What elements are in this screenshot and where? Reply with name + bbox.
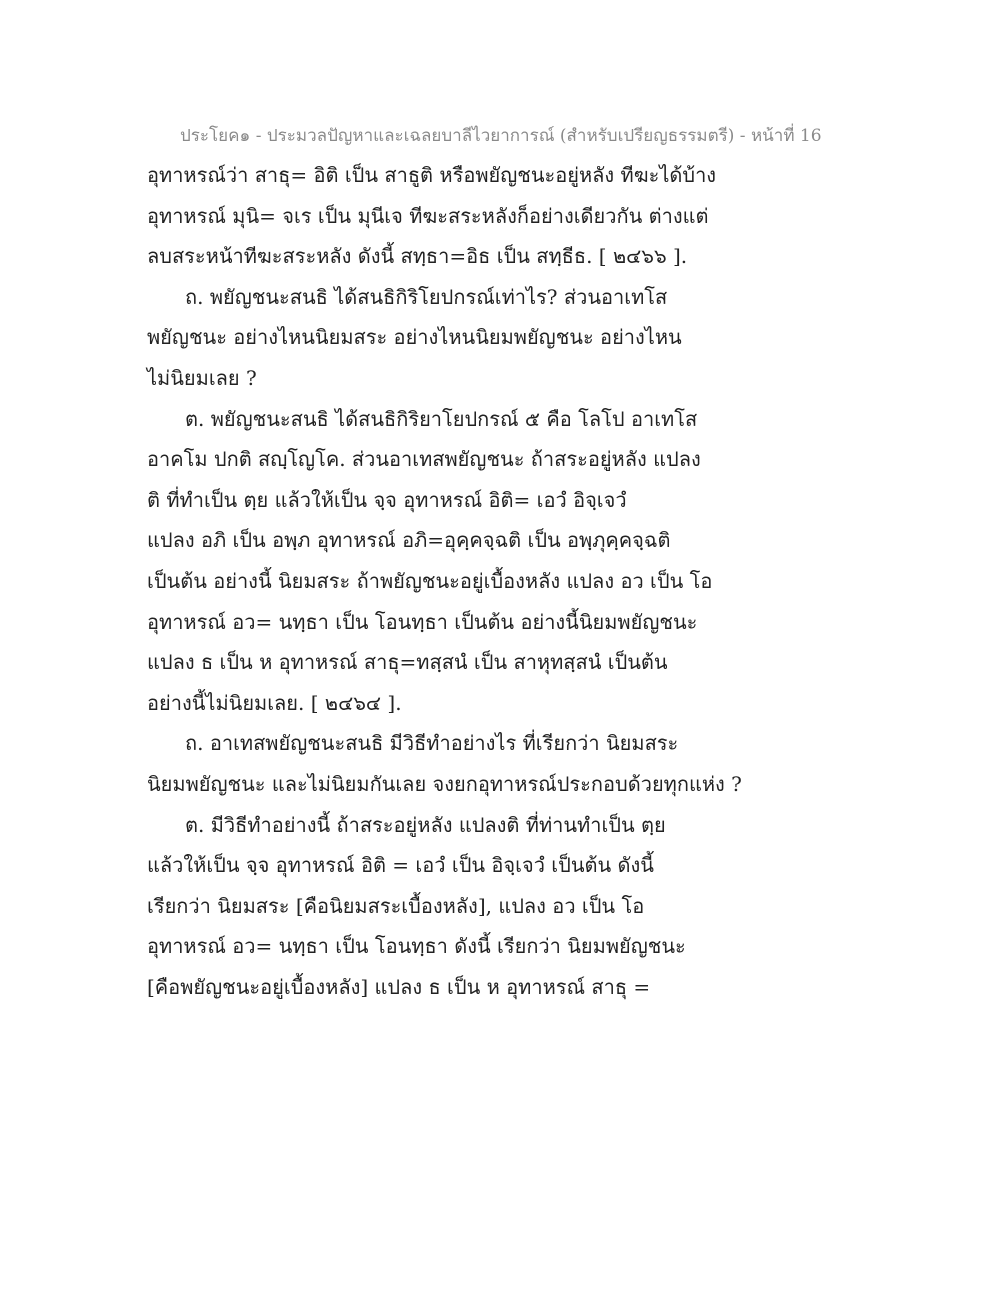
text-line: อาคโม ปกติ สญฺโญโค. ส่วนอาเทสพยัญชนะ ถ้าสระอยู่หลัง แปลง <box>147 447 701 472</box>
text-line: พยัญชนะ อย่างไหนนิยมสระ อย่างไหนนิยมพยัญชนะ อย่างไหน <box>147 325 682 350</box>
text-line: แปลง ธ เป็น ห อุทาหรณ์ สาธุ=ทสฺสนํ เป็น สาหุทสฺสนํ เป็นต้น <box>147 650 668 675</box>
text-line: อุทาหรณ์ อว= นทฺธา เป็น โอนทฺธา ดังนี้ เรียกว่า นิยมพยัญชนะ <box>147 934 686 959</box>
text-line: เรียกว่า นิยมสระ [คือนิยมสระเบื้องหลัง], แปลง อว เป็น โอ <box>147 893 645 918</box>
text-line: ติ ที่ทำเป็น ตฺย แล้วให้เป็น จฺจ อุทาหรณ์ อิติ= เอวํ อิจฺเจวํ <box>147 487 627 512</box>
answer-line: ต. พยัญชนะสนธิ ได้สนธิกิริยาโยปกรณ์ ๕ คือ โลโป อาเทโส <box>185 406 698 431</box>
answer-line: ต. มีวิธีทำอย่างนี้ ถ้าสระอยู่หลัง แปลงติ ที่ท่านทำเป็น ตฺย <box>185 812 666 837</box>
text-line: อย่างนี้ไม่นิยมเลย. [ ๒๔๖๔ ]. <box>147 690 402 715</box>
text-line: อุทาหรณ์ว่า สาธุ= อิติ เป็น สาธูติ หรือพยัญชนะอยู่หลัง ทีฆะได้บ้าง <box>147 163 717 187</box>
text-line: [คือพยัญชนะอยู่เบื้องหลัง] แปลง ธ เป็น ห อุทาหรณ์ สาธุ = <box>147 974 651 999</box>
body-text <box>147 155 787 1007</box>
text-line: ลบสระหน้าทีฆะสระหลัง ดังนี้ สทฺธา=อิธ เป็น สทฺธีธ. [ ๒๔๖๖ ]. <box>147 244 688 269</box>
text-line: อุทาหรณ์ มุนิ= จเร เป็น มุนีเจ ทีฆะสระหลังก็อย่างเดียวกัน ต่างแต่ <box>147 203 709 228</box>
page-header: ประโยค๑ - ประมวลปัญหาและเฉลยบาลีไวยาการณ์ (สำหรับเปรียญธรรมตรี) - หน้าที่ 16 <box>180 126 822 146</box>
question-line: ถ. พยัญชนะสนธิ ได้สนธิกิริโยปกรณ์เท่าไร? ส่วนอาเทโส <box>185 284 668 309</box>
text-line: แปลง อภิ เป็น อพฺภ อุทาหรณ์ อภิ=อุคฺคจฺฉติ เป็น อพฺภุคฺคจฺฉติ <box>147 528 671 553</box>
text-line: ไม่นิยมเลย ? <box>147 365 257 390</box>
text-line: นิยมพยัญชนะ และไม่นิยมกันเลย จงยกอุทาหรณ์ประกอบด้วยทุกแห่ง ? <box>147 771 742 796</box>
question-line: ถ. อาเทสพยัญชนะสนธิ มีวิธีทำอย่างไร ที่เรียกว่า นิยมสระ <box>185 731 679 756</box>
text-line: เป็นต้น อย่างนี้ นิยมสระ ถ้าพยัญชนะอยู่เบื้องหลัง แปลง อว เป็น โอ <box>147 568 713 593</box>
text-line: แล้วให้เป็น จฺจ อุทาหรณ์ อิติ = เอวํ เป็น อิจฺเจวํ เป็นต้น ดังนี้ <box>147 853 654 878</box>
text-line: อุทาหรณ์ อว= นทฺธา เป็น โอนทฺธา เป็นต้น อย่างนี้นิยมพยัญชนะ <box>147 609 698 634</box>
